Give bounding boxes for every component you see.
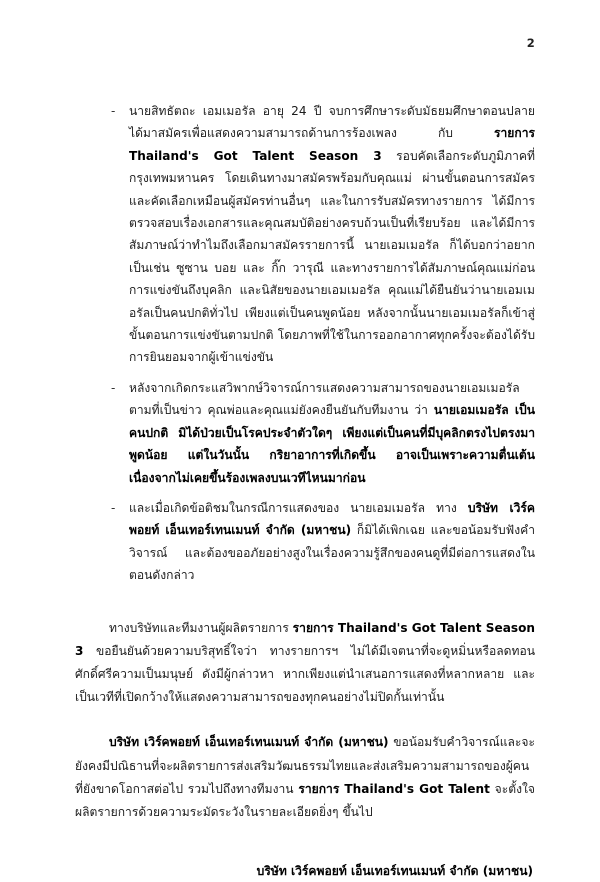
text-run: ทางบริษัทและทีมงานผู้ผลิตรายการ	[109, 620, 293, 635]
text-run: จะตั้งใจผลิตรายการด้วยความระมัดระวังในรายละเอียดยิ่งๆ ขึ้นไป	[75, 781, 535, 819]
signature-line: บริษัท เวิร์คพอยท์ เอ็นเทอร์เทนเมนท์ จำกัด (มหาชน)	[256, 864, 533, 879]
bold-text-run: รายการ Thailand's Got Talent	[298, 781, 490, 796]
list-item	[75, 377, 535, 489]
list-item	[75, 497, 535, 587]
text-run: หลังจากเกิดกระแสวิพากษ์วิจารณ์การแสดงความสามารถของนายเอมเมอรัลตามที่เป็นข่าว คุณพ่อและคุณแม่ยังคงยืนยันกับทีมงาน ว่า	[129, 380, 520, 418]
bullet-paragraph-text	[129, 100, 535, 369]
document-body	[75, 100, 535, 882]
text-run: ก็มิได้เพิกเฉย และขอน้อมรับฟังคำวิจารณ์ และต้องขออภัยอย่างสูงในเรื่องความรู้สึกของคนดูที่มีต่อการแสดงในตอนดังกล่าว	[129, 523, 535, 583]
bullet-list	[75, 100, 535, 587]
page-number: 2	[526, 36, 535, 50]
paragraph-spacer	[75, 595, 535, 617]
text-run: นายสิทธัตถะ เอมเมอรัล อายุ 24 ปี จบการศึกษาระดับมัธยมศึกษาตอนปลาย ได้มาสมัครเพื่อแสดงความสามารถด้านการร้องเพลง กับ	[129, 104, 535, 141]
bold-text-run: รายการ Thailand's Got Talent Season 3	[75, 620, 535, 658]
text-run: รอบคัดเลือกระดับภูมิภาคที่กรุงเทพมหานคร โดยเดินทางมาสมัครพร้อมกับคุณแม่ ผ่านขั้นตอนการสมัครและคัดเลือกเหมือนผู้สมัครท่านอื่นๆ และในการรับสมัครทางรายการ ได้มีการตรวจสอบเรื่องเอกสารและคุณสมบัติอย่างครบถ้วนเป็นที่เรียบร้อย และได้มีการสัมภาษณ์ว่าทำไมถึงเลือกมาสมัครรายการนี้ นายเอมเมอรัล ก็ได้บอกว่าอยากเป็นเช่น ซูซาน บอย และ กิ๊ก วารุณี และทางรายการได้สัมภาษณ์คุณแม่ก่อนการแข่งขันถึงบุคลิก และนิสัยของนายเอมเมอรัล คุณแม่ได้ยืนยันว่านายเอมเมอรัลเป็นคนปกติทั่วไป เพียงแต่เป็นคนพูดน้อย หลังจากนั้นนายเอมเมอรัลก็เข้าสู่ขั้นตอนการแข่งขันตามปกติ โดยภาพที่ใช้ในการออกอากาศทุกครั้งจะต้องได้รับการยินยอมจากผู้เข้าแข่งขัน	[129, 148, 535, 365]
body-paragraph-statement	[75, 617, 535, 710]
bold-text-run: บริษัท เวิร์คพอยท์ เอ็นเทอร์เทนเมนท์ จำกัด (มหาชน)	[129, 500, 535, 538]
bullet-marker-icon: -	[111, 500, 116, 515]
bold-text-run: นายเอมเมอรัล เป็นคนปกติ มิได้ป่วยเป็นโรคประจำตัวใดๆ เพียงแต่เป็นคนที่มีบุคลิกตรงไปตรงมา พูดน้อย แต่ในวันนั้น กริยาอาการที่เกิดขึ้น อาจเป็นเพราะความตื่นเต้น เนื่องจากไม่เคยขึ้นร้องเพลงบนเวทีไหนมาก่อน	[129, 403, 535, 485]
text-run: และเมื่อเกิดข้อติชมในกรณีการแสดงของ นายเอมเมอรัล ทาง	[129, 500, 468, 515]
bullet-paragraph-text	[129, 497, 535, 587]
bold-text-run: รายการ Thailand's Got Talent Season 3	[129, 126, 535, 163]
body-paragraph-commitment	[75, 731, 535, 824]
text-run: ขอยืนยันด้วยความบริสุทธิ์ใจว่า ทางรายการฯ ไม่ได้มีเจตนาที่จะดูหมิ่นหรือลดทอนศักดิ์ศรีความเป็นมนุษย์ ดังมีผู้กล่าวหา หากเพียงแต่นำเสนอการแสดงที่หลากหลาย และเป็นเวทีที่เปิดกว้างให้แสดงความสามารถของทุกคนอย่างไม่ปิดกั้นเท่านั้น	[75, 643, 535, 705]
bold-text-run: บริษัท เวิร์คพอยท์ เอ็นเทอร์เทนเมนท์ จำกัด (มหาชน)	[109, 735, 389, 750]
bullet-marker-icon: -	[111, 380, 116, 395]
bullet-paragraph-text	[129, 377, 535, 489]
list-item	[75, 100, 535, 369]
paragraph-spacer	[75, 709, 535, 731]
bullet-marker-icon: -	[111, 104, 116, 118]
text-run: ขอน้อมรับคำวิจารณ์และจะยังคงมีปณิธานที่จะผลิตรายการส่งเสริมวัฒนธรรมไทยและส่งเสริมความสามารถของผู้คนที่ยังขาดโอกาสต่อไป รวมไปถึงทางทีมงาน	[75, 735, 535, 796]
